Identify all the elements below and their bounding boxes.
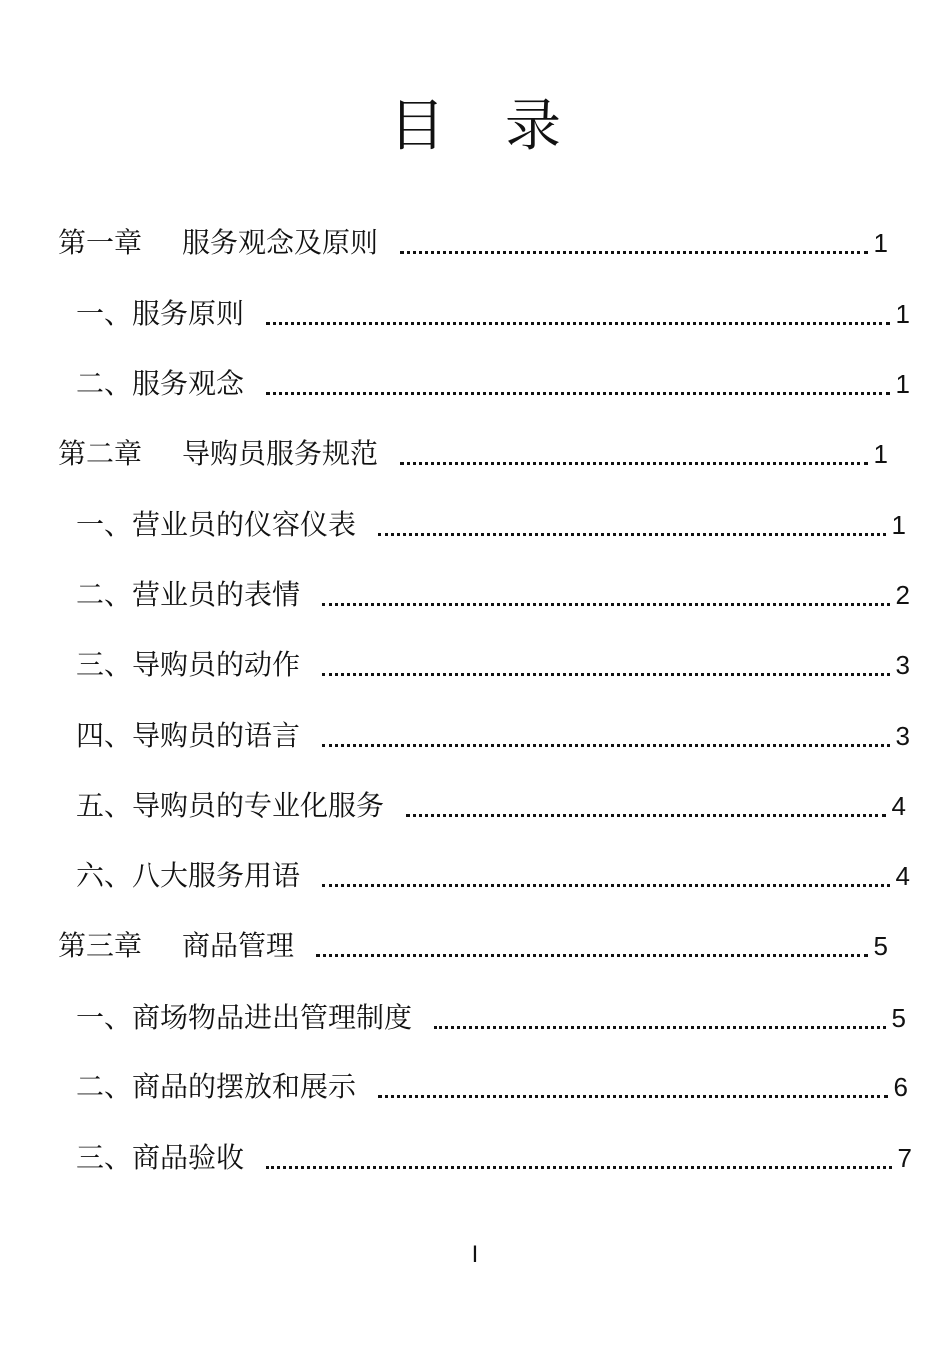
entry-text: 一、商场物品进出管理制度 bbox=[76, 1001, 413, 1034]
toc-entry-section[interactable] bbox=[76, 998, 906, 1038]
chapter-number: 第三章 bbox=[58, 929, 143, 962]
toc-entry-section[interactable] bbox=[76, 856, 910, 896]
entry-page-number: 5 bbox=[873, 931, 888, 961]
entry-text: 三、导购员的动作 bbox=[76, 648, 301, 681]
entry-page-number: 2 bbox=[895, 580, 910, 610]
toc-entry-section[interactable] bbox=[76, 505, 906, 545]
chapter-number: 第一章 bbox=[58, 226, 143, 259]
dot-leader bbox=[322, 716, 890, 756]
toc-entry-chapter-2[interactable] bbox=[58, 434, 888, 474]
dot-leader bbox=[378, 505, 886, 545]
toc-entry-section[interactable] bbox=[76, 786, 906, 826]
footer-page-number: I bbox=[471, 1241, 479, 1268]
toc-entry-section[interactable] bbox=[76, 1138, 912, 1178]
entry-page-number: 4 bbox=[891, 791, 906, 821]
dot-leader bbox=[316, 926, 868, 966]
dot-leader bbox=[266, 1138, 892, 1178]
entry-text: 六、八大服务用语 bbox=[76, 859, 301, 892]
toc-entry-section[interactable] bbox=[76, 716, 910, 756]
entry-page-number: 1 bbox=[895, 369, 910, 399]
entry-page-number: 6 bbox=[893, 1072, 908, 1102]
entry-page-number: 7 bbox=[897, 1143, 912, 1173]
entry-page-number: 5 bbox=[891, 1003, 906, 1033]
dot-leader bbox=[266, 294, 890, 334]
toc-entry-section[interactable] bbox=[76, 294, 910, 334]
entry-page-number: 1 bbox=[891, 510, 906, 540]
dot-leader bbox=[266, 364, 890, 404]
entry-text: 五、导购员的专业化服务 bbox=[76, 789, 385, 822]
entry-page-number: 1 bbox=[873, 228, 888, 258]
entry-text: 二、服务观念 bbox=[76, 367, 245, 400]
entry-text: 三、商品验收 bbox=[76, 1141, 245, 1174]
dot-leader bbox=[322, 856, 890, 896]
toc-entry-chapter-3[interactable] bbox=[58, 926, 888, 966]
dot-leader bbox=[400, 434, 868, 474]
toc-entry-section[interactable] bbox=[76, 364, 910, 404]
entry-page-number: 4 bbox=[895, 861, 910, 891]
dot-leader bbox=[322, 575, 890, 615]
chapter-number: 第二章 bbox=[58, 437, 143, 470]
toc-title-char-2: 录 bbox=[505, 94, 561, 159]
dot-leader bbox=[434, 998, 886, 1038]
entry-text: 二、营业员的表情 bbox=[76, 578, 301, 611]
entry-page-number: 3 bbox=[895, 650, 910, 680]
entry-text: 服务观念及原则 bbox=[182, 226, 379, 259]
toc-entry-chapter-1[interactable] bbox=[58, 223, 888, 263]
dot-leader bbox=[406, 786, 886, 826]
toc-title bbox=[0, 92, 950, 162]
entry-text: 一、营业员的仪容仪表 bbox=[76, 508, 357, 541]
entry-text: 四、导购员的语言 bbox=[76, 719, 301, 752]
dot-leader bbox=[322, 645, 890, 685]
toc-entry-section[interactable] bbox=[76, 645, 910, 685]
dot-leader bbox=[378, 1067, 888, 1107]
dot-leader bbox=[400, 223, 868, 263]
toc-title-char-1: 目 bbox=[389, 94, 445, 159]
entry-text: 二、商品的摆放和展示 bbox=[76, 1070, 357, 1103]
entry-page-number: 3 bbox=[895, 721, 910, 751]
entry-page-number: 1 bbox=[895, 299, 910, 329]
toc-entry-section[interactable] bbox=[76, 1067, 908, 1107]
entry-text: 一、服务原则 bbox=[76, 297, 245, 330]
entry-page-number: 1 bbox=[873, 439, 888, 469]
entry-text: 导购员服务规范 bbox=[182, 437, 379, 470]
toc-entry-section[interactable] bbox=[76, 575, 910, 615]
entry-text: 商品管理 bbox=[182, 929, 295, 962]
